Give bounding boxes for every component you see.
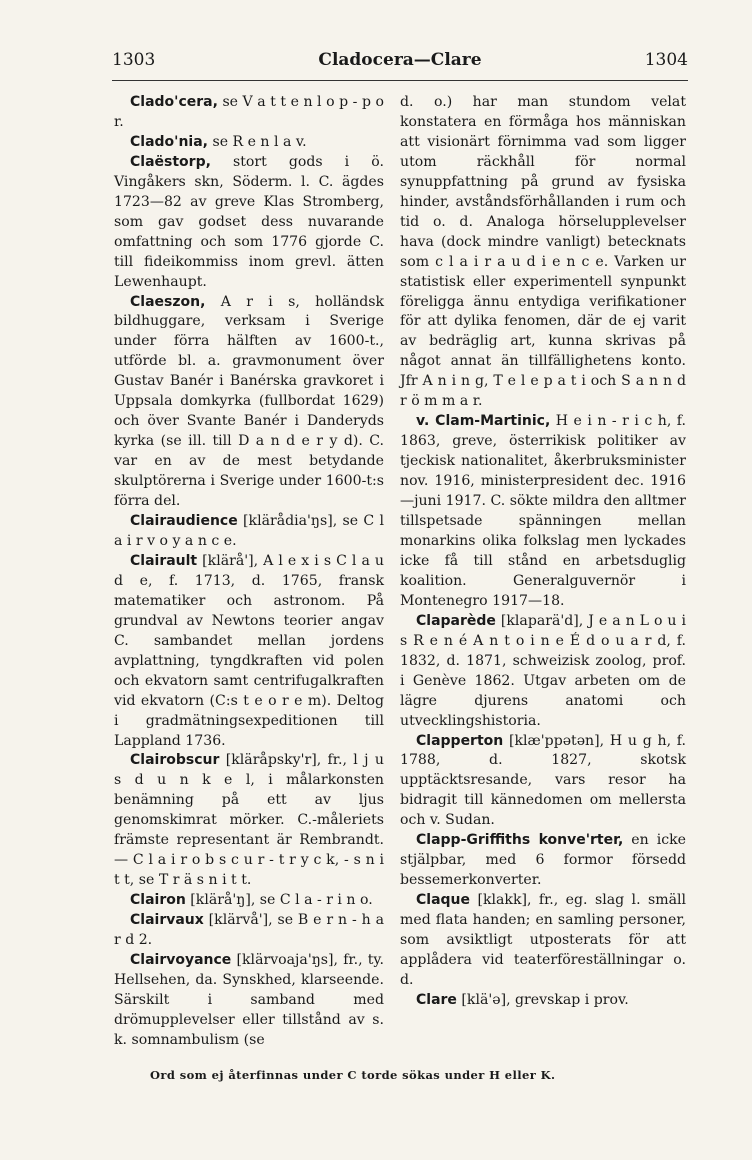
entry-text: [kläråpsky'r], fr., l j u s d u n k e l, i målarkonsten benämning på ett av ljus genomskimrat mörker. C.-måleriets främste representant är Rembrandt. — C l a i r o b s c u r - t r y c k, - s n i t t, se T r ä s n i t t. bbox=[114, 752, 384, 889]
entry-text: d. o.) har man stundom velat konstatera en förmåga hos människan att visionärt förnimma vad som ligger utom räckhåll för normal synuppfattning på grund av fysiska hinder, avståndsförhållanden i rum och tid o. d. Analoga hörselupplevelser hava (dock mindre vanligt) betecknats som c l a i r a u d i e n c e. Varken ur statistisk eller experimentell synpunkt föreligga ännu entydiga verifikationer för att dylika fenomen, där de ej varit av bedräglig art, kunna skrivas på något annat än tillfällighetens konto. Jfr A n i n g, T e l e p a t i och S a n n d r ö m m a r. bbox=[400, 94, 686, 410]
entry-text: se R e n l a v. bbox=[207, 133, 307, 150]
right-column bbox=[400, 93, 686, 1011]
dictionary-entry bbox=[114, 133, 384, 153]
header-rule bbox=[112, 80, 688, 81]
dictionary-entry bbox=[400, 612, 686, 732]
dictionary-entry bbox=[114, 751, 384, 891]
dictionary-entry bbox=[400, 93, 686, 412]
entry-text: [klärådia'ŋs], se C l a i r v o y a n c e. bbox=[114, 513, 384, 549]
dictionary-entry bbox=[114, 951, 384, 1051]
entry-headword: Clairon bbox=[130, 892, 186, 909]
entry-text: en icke stjälpbar, med 6 formor försedd bessemerkonverter. bbox=[400, 832, 686, 889]
entry-text: stort gods i ö. Vingåkers skn, Söderm. l. C. ägdes 1723—82 av greve Klas Stromberg, som gav godset dess nuvarande omfattning och som 1776 gjorde C. till fideikommiss inom grevl. ätten Lewenhaupt. bbox=[114, 153, 384, 290]
entry-text: [klakk], fr., eg. slag l. smäll med flata handen; en samling personer, som avsiktligt utposterats för att applådera vid teaterföreställningar o. d. bbox=[400, 892, 686, 988]
dictionary-entry bbox=[114, 512, 384, 552]
entry-headword: Clado'nia, bbox=[130, 133, 208, 150]
entry-headword: Clairvoyance bbox=[130, 951, 232, 968]
entry-headword: Clapperton bbox=[416, 732, 504, 749]
entry-headword: Clare bbox=[416, 991, 457, 1008]
entry-headword: v. Clam-Martinic, bbox=[416, 413, 551, 430]
entry-text: [klä'ə], grevskap i prov. bbox=[456, 991, 629, 1008]
dictionary-entry bbox=[114, 911, 384, 951]
entry-text: se V a t t e n l o p - p o r. bbox=[114, 94, 384, 130]
dictionary-entry bbox=[114, 153, 384, 293]
entry-headword: Clairvaux bbox=[130, 912, 204, 929]
dictionary-entry bbox=[114, 891, 384, 911]
entry-headword: Clairault bbox=[130, 552, 198, 569]
page-number-left: 1303 bbox=[112, 50, 156, 70]
dictionary-entry bbox=[400, 732, 686, 832]
entry-text: [klæ'ppətən], H u g h, f. 1788, d. 1827, skotsk upptäcktsresande, vars resor ha bidragit till kännedomen om mellersta och v. Sudan. bbox=[400, 732, 686, 829]
page-footer-note: Ord som ej återfinnas under C torde sökas under H eller K. bbox=[150, 1068, 556, 1082]
entry-text: H e i n - r i c h, f. 1863, greve, österrikisk politiker av tjeckisk nationalitet, åkerbruksminister nov. 1916, ministerpresident dec. 1916—juni 1917. C. sökte mildra den alltmer tillspetsade spänningen mellan monarkins olika folkslag men lyckades icke få till stånd en arbetsduglig koalition. Generalguvernör i Montenegro 1917—18. bbox=[400, 413, 686, 609]
entry-headword: Clado'cera, bbox=[130, 94, 218, 110]
entry-text: [klärå'ŋ], se C l a - r i n o. bbox=[185, 892, 373, 909]
dictionary-entry bbox=[400, 991, 686, 1011]
entry-text: [klärvå'], se B e r n - h a r d 2. bbox=[114, 912, 384, 949]
entry-headword: Clapp-Griffiths konve'rter, bbox=[416, 832, 624, 849]
entry-text: [klärå'], A l e x i s C l a u d e, f. 1713, d. 1765, fransk matematiker och astronom. På grundval av Newtons teorier angav C. sambandet mellan jordens avplattning, tyngdkraften vid polen och ekvatorn samt centrifugalkraften vid ekvatorn (C:s t e o r e m). Deltog i gradmätningsexpeditionen till Lappland 1736. bbox=[114, 552, 384, 749]
dictionary-entry bbox=[400, 891, 686, 991]
dictionary-entry bbox=[400, 412, 686, 612]
page-number-right: 1304 bbox=[644, 50, 688, 70]
dictionary-entry bbox=[114, 552, 384, 752]
entry-text: [klärvoaja'ŋs], fr., ty. Hellsehen, da. Synskhed, klarseende. Särskilt i samband med drömupplevelser eller tillstånd av s. k. somnambulism (se bbox=[114, 951, 384, 1048]
entry-text: A r i s, holländsk bildhuggare, verksam i Sverige under förra hälften av 1600-t., utförde bl. a. gravmonument över Gustav Banér i Banérska gravkoret i Uppsala domkyrka (fullbordat 1629) och över Svante Banér i Danderyds kyrka (se ill. till D a n d e r y d). C. var en av de mest betydande skulptörerna i Sverige under 1600-t:s förra del. bbox=[114, 293, 384, 510]
dictionary-entry bbox=[400, 831, 686, 891]
page-title: Cladocera—Clare bbox=[318, 50, 482, 70]
dictionary-entry bbox=[114, 293, 384, 512]
page-header bbox=[112, 50, 688, 76]
entry-headword: Clairaudience bbox=[130, 513, 238, 530]
entry-headword: Claeszon, bbox=[130, 293, 206, 310]
dictionary-entry bbox=[114, 93, 384, 133]
entry-text: [klaparä'd], J e a n L o u i s R e n é A n t o i n e É d o u a r d, f. 1832, d. 1871, schweizisk zoolog, prof. i Genève 1862. Utgav arbeten om de lägre djurens anatomi och utvecklingshistoria. bbox=[400, 612, 686, 729]
entry-headword: Clairobscur bbox=[130, 752, 220, 769]
entry-headword: Claque bbox=[416, 892, 471, 909]
left-column bbox=[114, 93, 384, 1051]
entry-headword: Claëstorp, bbox=[130, 153, 211, 170]
entry-headword: Claparède bbox=[416, 612, 496, 629]
